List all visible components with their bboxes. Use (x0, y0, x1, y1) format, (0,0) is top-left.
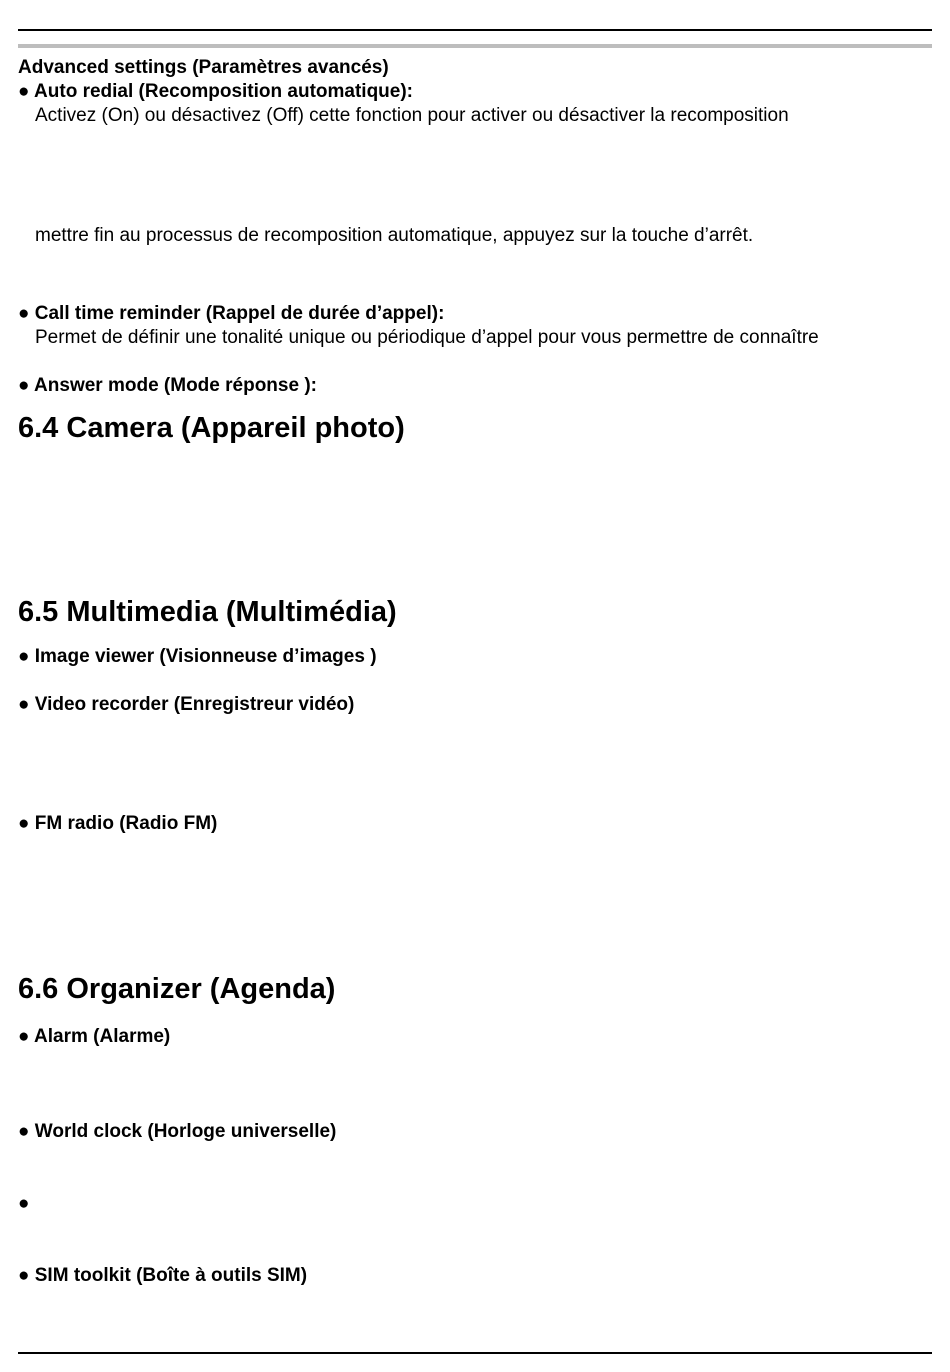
auto-redial-text-2: mettre fin au processus de recomposition automatique, appuyez sur la touche d’arrêt. (35, 225, 754, 246)
top-rule (18, 29, 932, 31)
alarm-item: ● Alarm (Alarme) (18, 1026, 171, 1047)
bottom-rule (18, 1352, 932, 1354)
empty-bullet-item: ● (18, 1193, 30, 1214)
sim-toolkit-item: ● SIM toolkit (Boîte à outils SIM) (18, 1265, 308, 1286)
advanced-settings-heading: Advanced settings (Paramètres avancés) (18, 57, 389, 78)
auto-redial-title: ● Auto redial (Recomposition automatique): (18, 81, 414, 102)
image-viewer-item: ● Image viewer (Visionneuse d’images ) (18, 646, 377, 667)
world-clock-item: ● World clock (Horloge universelle) (18, 1121, 337, 1142)
call-time-reminder-title: ● Call time reminder (Rappel de durée d’appel): (18, 303, 445, 324)
fm-radio-item: ● FM radio (Radio FM) (18, 813, 218, 834)
multimedia-heading: 6.5 Multimedia (Multimédia) (18, 596, 397, 628)
camera-heading: 6.4 Camera (Appareil photo) (18, 412, 405, 444)
auto-redial-text-1: Activez (On) ou désactivez (Off) cette fonction pour activer ou désactiver la recomposition (35, 105, 789, 126)
call-time-reminder-text: Permet de définir une tonalité unique ou périodique d’appel pour vous permettre de connaître (35, 327, 819, 348)
answer-mode-title: ● Answer mode (Mode réponse ): (18, 375, 317, 396)
organizer-heading: 6.6 Organizer (Agenda) (18, 973, 336, 1005)
top-rule-gray (18, 44, 932, 48)
video-recorder-item: ● Video recorder (Enregistreur vidéo) (18, 694, 355, 715)
